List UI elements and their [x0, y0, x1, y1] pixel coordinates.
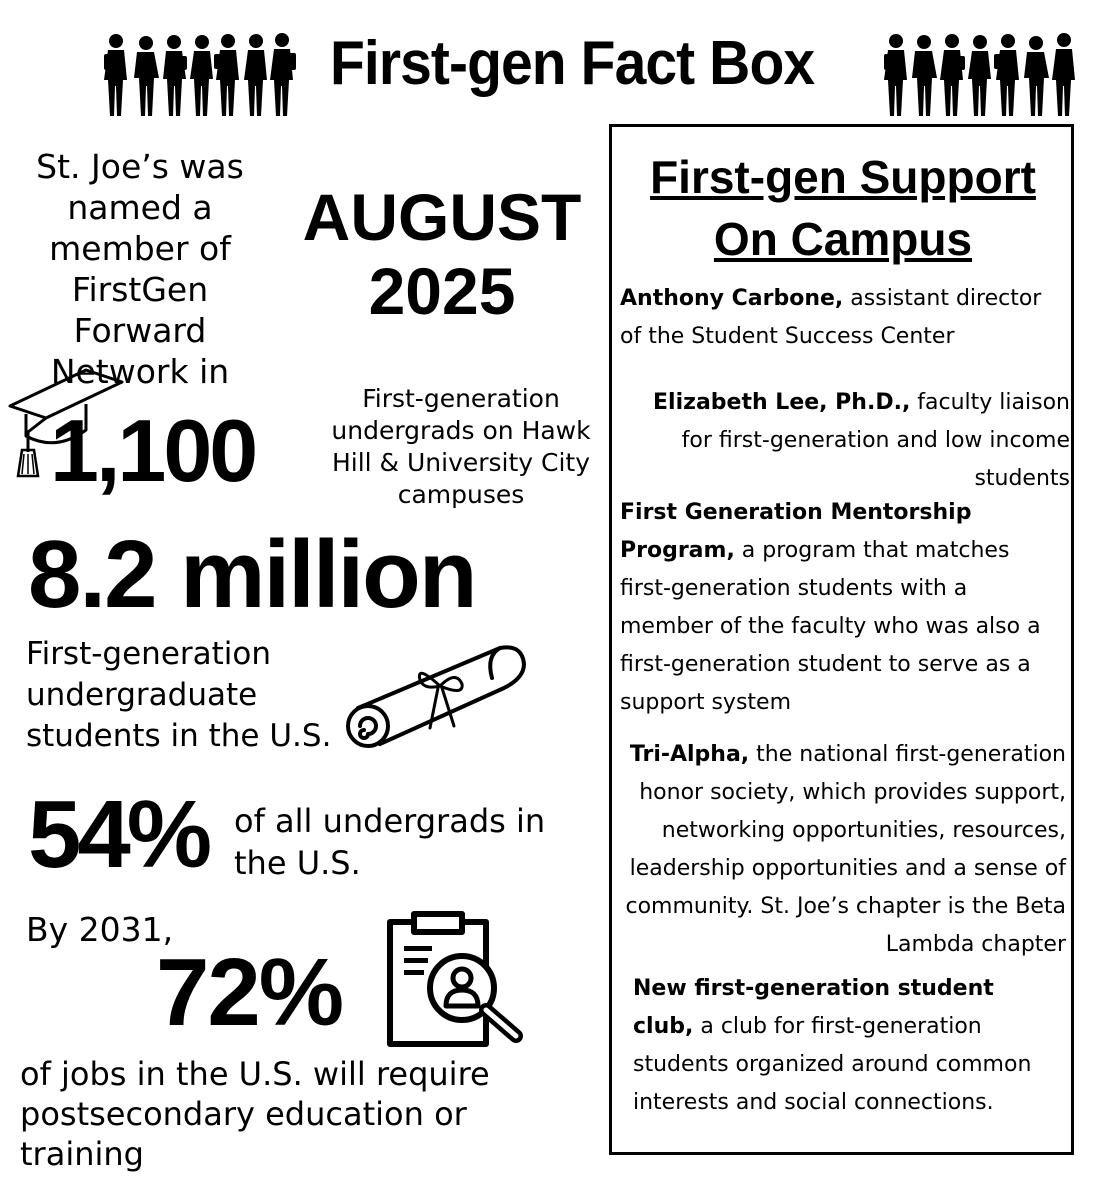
students-silhouette-left-icon [104, 32, 300, 118]
support-item-description: the national first-generation honor society, which provides support, networking opportunities, resources, leadership opportunities and a sense of community. St. Joe’s chapter is the Beta Lambda chapter [625, 742, 1066, 957]
support-item-name: First Generation Mentorship Program, [620, 500, 972, 563]
enrollment-count: 1,100 [50, 401, 256, 500]
membership-date [292, 180, 592, 328]
enrollment-caption: First-generation undergrads on Hawk Hill & University City campuses [331, 384, 591, 509]
support-panel-title [612, 146, 1074, 270]
national-firstgen-caption: First-generation undergraduate students in the U.S. [26, 636, 332, 754]
support-item-lee [620, 384, 1070, 498]
support-item-name: New first-generation student club, [633, 976, 994, 1039]
national-firstgen-count: 8.2 million [28, 521, 476, 628]
membership-month: AUGUST [302, 180, 582, 254]
projection-year: By 2031, [26, 910, 174, 949]
support-item-description: a club for first-generation students organized around common interests and social connections. [633, 1014, 1032, 1115]
support-item-tri-alpha [620, 736, 1066, 964]
support-item-description: a program that matches first-generation students with a member of the faculty who was also a first-generation student to serve as a support system [620, 538, 1041, 715]
support-title-line-1: First-gen Support [650, 151, 1036, 203]
page-title: First-gen Fact Box [330, 29, 815, 98]
support-item-description: assistant director of the Student Success Center [620, 286, 1042, 349]
students-silhouette-right-icon [884, 32, 1080, 118]
support-item-description: faculty liaison for first-generation and low income students [681, 390, 1070, 491]
support-item-student-club [633, 970, 1043, 1122]
support-item-name: Anthony Carbone, [620, 286, 844, 311]
support-item-name: Tri-Alpha, [629, 742, 750, 767]
diploma-scroll-icon [340, 640, 532, 748]
support-item-name: Elizabeth Lee, Ph.D., [653, 390, 911, 415]
network-membership-text: St. Joe’s was named a member of FirstGen Forward Network in [36, 147, 244, 391]
undergrad-percentage-caption: of all undergrads in the U.S. [234, 802, 546, 882]
projection-percentage: 72% [156, 939, 343, 1046]
support-item-mentorship [620, 494, 1066, 722]
clipboard-search-icon [384, 910, 534, 1050]
support-title-line-2: On Campus [713, 213, 973, 265]
membership-year: 2025 [368, 254, 516, 328]
undergrad-percentage: 54% [28, 781, 209, 888]
projection-caption: of jobs in the U.S. will require postsecondary education or training [20, 1055, 490, 1173]
support-item-carbone [620, 280, 1050, 356]
